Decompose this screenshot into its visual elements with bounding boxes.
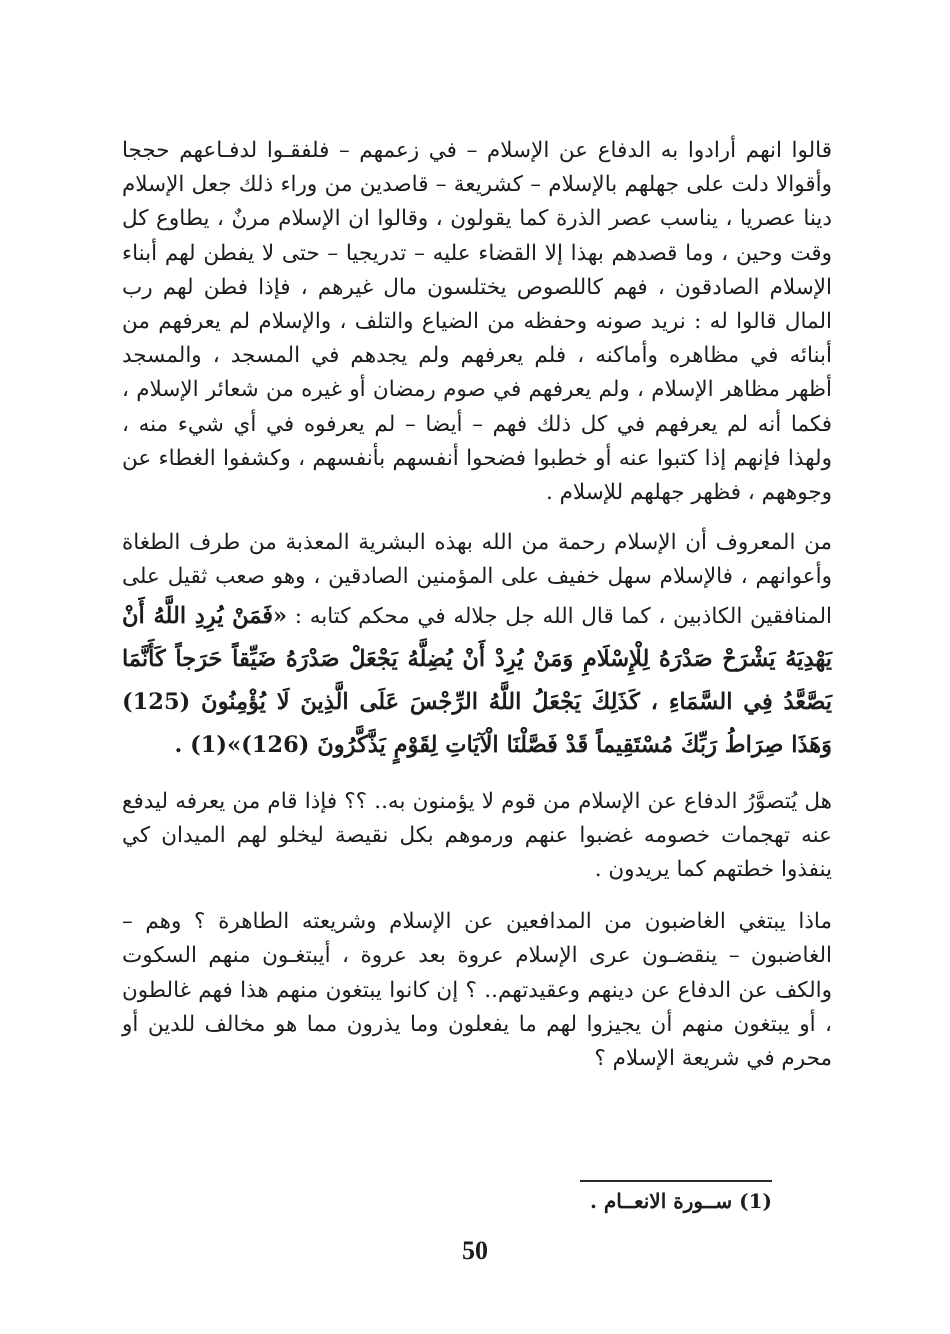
paragraph: هل يُتصوَّرُ الدفاع عن الإسلام من قوم لا يؤمنون به.. ؟؟ فإذا قام من يعرفه ليدفع عنه تهجمات خصومه غضبوا عنهم ورموهم بكل نقيصة ليخلو لهم الميدان كي ينفذوا خطتهم كما يريدون . [122, 788, 832, 883]
footnote-divider [580, 1180, 772, 1182]
paragraph-with-verse [122, 526, 832, 766]
footnote: (1) ســورة الانعــام . [589, 1189, 772, 1213]
page-body [122, 134, 832, 1076]
page-number: 50 [462, 1236, 488, 1265]
quran-verse: «فَمَنْ يُرِدِ اللَّهُ أَنْ يَهْدِيَهُ يَشْرَحْ صَدْرَهُ لِلْإِسْلَامِ وَمَنْ يُرِدْ أَنْ يُضِلَّهُ يَجْعَلْ صَدْرَهُ ضَيِّقاً حَرَجاً كَأَنَّمَا يَصَّعَّدُ فِي السَّمَاءِ ، كَذَلِكَ يَجْعَلُ اللَّهُ الرِّجْسَ عَلَى الَّذِينَ لَا يُؤْمِنُونَ (125) وَهَذَا صِرَاطُ رَبِّكَ مُسْتَقِيماً قَدْ فَصَّلْنَا الْآيَاتِ لِقَوْمٍ يَذَّكَّرُونَ (126)»(1) . [122, 602, 832, 758]
paragraph: ماذا يبتغي الغاضبون من المدافعين عن الإسلام وشريعته الطاهرة ؟ وهم – الغاضبون – ينقضـون عرى الإسلام عروة بعد عروة ، أيبتغـون منهم السكوت والكف عن الدفاع عن دينهم وعقيدتهم.. ؟ إن كانوا يبتغون منهم هذا فهم غالطون ، أو يبتغون منهم أن يجيزوا لهم ما يفعلون وما يذرون مما هو مخالف للدين أو محرم في شريعة الإسلام ؟ [122, 909, 832, 1072]
paragraph-intro: من المعروف أن الإسلام رحمة من الله بهذه البشرية المعذبة من طرف الطغاة وأعوانهم ، فالإسلام سهل خفيف على المؤمنين الصادقين ، وهو صعب ثقيل على المنافقين الكاذبين ، كما قال الله جل جلاله في محكم كتابه : [122, 530, 832, 629]
paragraph: قالوا انهم أرادوا به الدفاع عن الإسلام – في زعمهم – فلفقـوا لدفـاعهم حججا وأقوالا دلت على جهلهم بالإسلام – كشريعة – قاصدين من وراء ذلك جعل الإسلام دينا عصريا ، يناسب عصر الذرة كما يقولون ، وقالوا ان الإسلام مرنٌ ، يطاوع كل وقت وحين ، وما قصدهم بهذا إلا القضاء عليه – تدريجيا – حتى لا يفطن لهم أبناء الإسلام الصادقون ، فهم كاللصوص يختلسون مال غيرهم ، فإذا فطن لهم رب المال قالوا له : نريد صونه وحفظه من الضياع والتلف ، والإسلام لم يعرفهم من أبنائه في مظاهره وأماكنه ، فلم يعرفهم ولم يجدهم في المسجد ، والمسجد أظهر مظاهر الإسلام ، ولم يعرفهم في صوم رمضان أو غيره من شعائر الإسلام ، فكما أنه لم يعرفهم في كل ذلك فهم – أيضا – لم يعرفوه في أي شيء منه ، ولهذا فإنهم إذا كتبوا عنه أو خطبوا فضحوا أنفسهم بأنفسهم ، وكشفوا الغطاء عن وجوههم ، فظهر جهلهم للإسلام . [122, 138, 832, 506]
